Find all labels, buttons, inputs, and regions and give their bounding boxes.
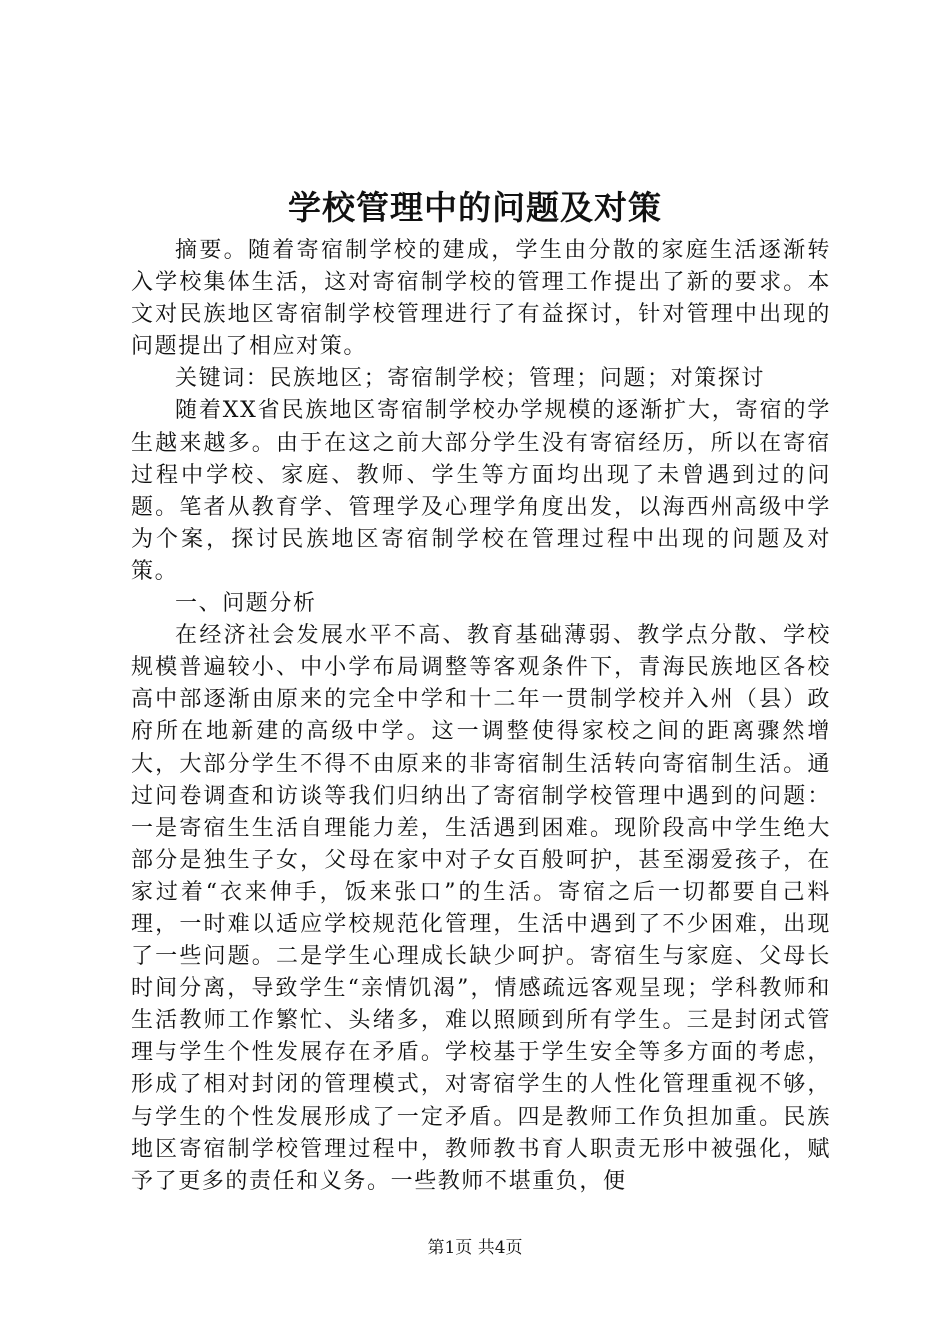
intro-paragraph: 随着XX省民族地区寄宿制学校办学规模的逐渐扩大，寄宿的学生越来越多。由于在这之前大部分学生没有寄宿经历，所以在寄宿过程中学校、家庭、教师、学生等方面均出现了未曾遇到过的问题。笔者从教育学、管理学及心理学角度出发，以海西州高级中学为个案，探讨民族地区寄宿制学校在管理过程中出现的问题及对策。: [131, 398, 831, 584]
keywords-paragraph: 关键词：民族地区；寄宿制学校；管理；问题；对策探讨: [175, 366, 766, 392]
abstract-paragraph: 摘要。随着寄宿制学校的建成，学生由分散的家庭生活逐渐转入学校集体生活，这对寄宿制学校的管理工作提出了新的要求。本文对民族地区寄宿制学校管理进行了有益探讨，针对管理中出现的问题提出了相应对策。: [131, 238, 831, 360]
analysis-paragraph: 在经济社会发展水平不高、教育基础薄弱、教学点分散、学校规模普遍较小、中小学布局调整等客观条件下，青海民族地区各校高中部逐渐由原来的完全中学和十二年一贯制学校并入州（县）政府所在地新建的高级中学。这一调整使得家校之间的距离骤然增大，大部分学生不得不由原来的非寄宿制生活转向寄宿制生活。通过问卷调查和访谈等我们归纳出了寄宿制学校管理中遇到的问题：一是寄宿生生活自理能力差，生活遇到困难。现阶段高中学生绝大部分是独生子女，父母在家中对子女百般呵护，甚至溺爱孩子，在家过着“衣来伸手，饭来张口”的生活。寄宿之后一切都要自己料理，一时难以适应学校规范化管理，生活中遇到了不少困难，出现了一些问题。二是学生心理成长缺少呵护。寄宿生与家庭、父母长时间分离，导致学生“亲情饥渴”，情感疏远客观呈现；学科教师和生活教师工作繁忙、头绪多，难以照顾到所有学生。三是封闭式管理与学生个性发展存在矛盾。学校基于学生安全等多方面的考虑，形成了相对封闭的管理模式，对寄宿学生的人性化管理重视不够，与学生的个性发展形成了一定矛盾。四是教师工作负担加重。民族地区寄宿制学校管理过程中，教师教书育人职责无形中被强化，赋予了更多的责任和义务。一些教师不堪重负，便: [131, 623, 831, 1194]
document-body: [131, 235, 831, 1198]
document-title: 学校管理中的问题及对策: [288, 188, 662, 227]
page-footer: 第1页 共4页: [427, 1238, 523, 1258]
section-heading: 一、问题分析: [175, 591, 317, 617]
